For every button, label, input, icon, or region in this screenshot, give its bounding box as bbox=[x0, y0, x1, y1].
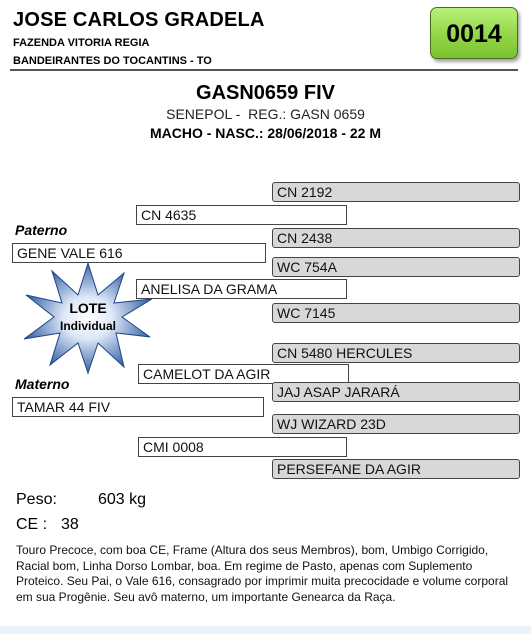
pedigree-sire-dam: ANELISA DA GRAMA bbox=[136, 279, 347, 299]
pedigree-dam-dam-sire: WJ WIZARD 23D bbox=[272, 414, 520, 434]
pedigree-dam: TAMAR 44 FIV bbox=[12, 397, 264, 417]
owner-name: JOSE CARLOS GRADELA bbox=[13, 9, 265, 31]
breed-registry-line bbox=[0, 106, 531, 122]
animal-id: GASN0659 FIV bbox=[196, 82, 335, 104]
pedigree-dam-sire-sire: CN 5480 HERCULES bbox=[272, 343, 520, 363]
breed: SENEPOL - bbox=[166, 106, 241, 122]
pedigree-dam-sire: CAMELOT DA AGIR bbox=[138, 364, 349, 384]
animal-description: Touro Precoce, com boa CE, Frame (Altura dos seus Membros), bom, Umbigo Corrigido, Racial bom, Linha Dorso Lombar, boa. Em regime de Pasto, apenas com Suplemento Proteico. Seu Pai, o Vale 616, consagrado por imprimir muita precocidade e volume corporal em sua Progênie. Seu avô materno, um importante Genearca da Raça. bbox=[16, 543, 509, 604]
farm-name: FAZENDA VITORIA REGIA bbox=[13, 37, 150, 49]
pedigree-sire-sire-dam: CN 2438 bbox=[272, 228, 520, 248]
footer-strip bbox=[0, 626, 531, 634]
pedigree-sire-sire: CN 4635 bbox=[136, 205, 347, 225]
weight-value: 603 kg bbox=[98, 491, 147, 508]
paternal-label: Paterno bbox=[15, 222, 68, 238]
farm-location: BANDEIRANTES DO TOCANTINS - TO bbox=[13, 55, 212, 67]
maternal-label: Materno bbox=[15, 376, 70, 392]
lote-label: LOTE bbox=[69, 300, 107, 316]
pedigree-dam-dam-dam: PERSEFANE DA AGIR bbox=[272, 459, 520, 479]
pedigree-dam-dam: CMI 0008 bbox=[138, 437, 347, 457]
header-divider bbox=[10, 69, 518, 71]
registry: REG.: GASN 0659 bbox=[248, 106, 365, 122]
pedigree-sire-sire-sire: CN 2192 bbox=[272, 182, 520, 202]
sex-birth-line: MACHO - NASC.: 28/06/2018 - 22 M bbox=[149, 125, 382, 141]
pedigree-dam-sire-dam: JAJ ASAP JARARÁ bbox=[272, 382, 520, 402]
lot-number-badge: 0014 bbox=[430, 7, 518, 59]
ce-label: CE : bbox=[16, 516, 48, 533]
pedigree-sire: GENE VALE 616 bbox=[12, 243, 266, 263]
weight-label: Peso: bbox=[16, 491, 57, 508]
individual-label: Individual bbox=[59, 319, 116, 333]
ce-value: 38 bbox=[61, 516, 79, 533]
pedigree-sire-dam-dam: WC 7145 bbox=[272, 303, 520, 323]
pedigree-sire-dam-sire: WC 754A bbox=[272, 257, 520, 277]
